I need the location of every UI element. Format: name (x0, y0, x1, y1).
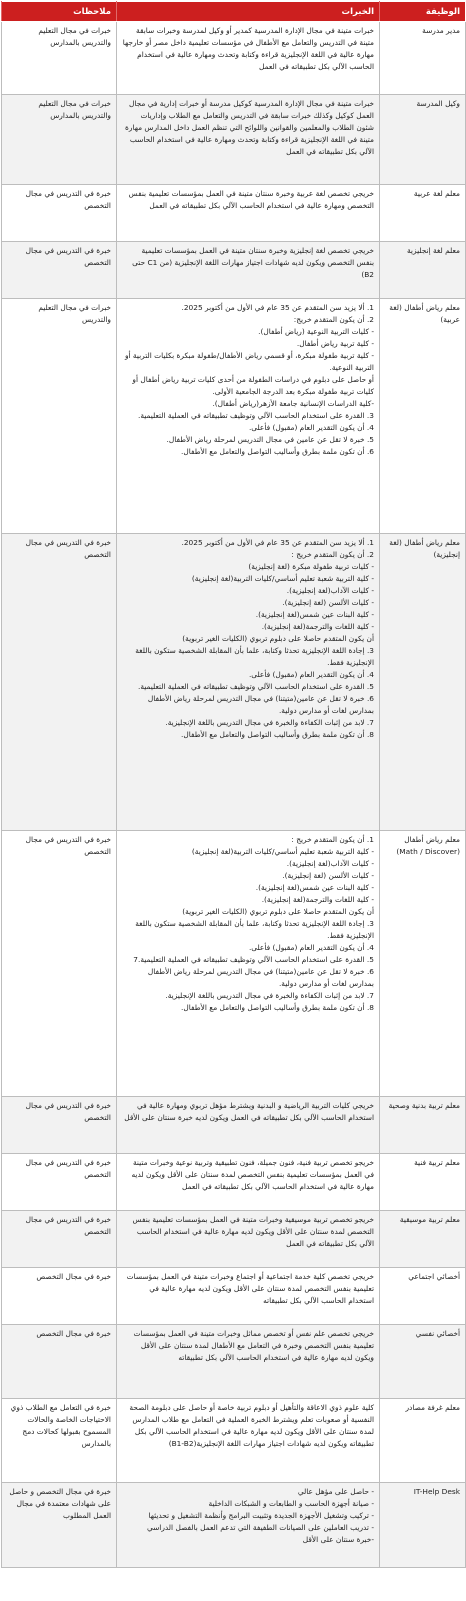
table-row (2, 1325, 466, 1399)
table-row (2, 1154, 466, 1211)
experience-line: 8. أن تكون ملمة بطرق وأساليب التواصل والتعامل مع الأطفال. (181, 730, 374, 739)
cell-experience (117, 1483, 380, 1568)
cell-notes: خبرة في التدريس في مجال التخصص (2, 242, 117, 299)
cell-notes: خبرة في التدريس في مجال التخصص (2, 1154, 117, 1211)
experience-line: 3. إجادة اللغة الإنجليزية تحدثا وكتابة، علما بأن المقابلة الشخصية ستكون باللغة الإنجليزية فقط. (135, 919, 374, 940)
table-body (2, 22, 466, 1568)
table-row (2, 299, 466, 534)
experience-line: كلية علوم ذوي الاعاقة والتأهيل أو دبلوم تربية خاصة أو حاصل على دبلومة الصحة النفسية أو صعوبات تعلم ويشترط الخبرة العملية في التعامل مع طلاب المدارس لمدة سنتان على الأقل ويكون لديه مهارة عالية في استخدام الحاسب الآلي بكل تطبيقاته ويكون لديه شهادات اجتياز مهارات اللغة الإنجليزية(B1-B2) (129, 1403, 374, 1448)
experience-line: -خبرة سنتان على الأقل (302, 1535, 374, 1544)
cell-job: معلم تربية بدنية وصحية (380, 1097, 466, 1154)
experience-line: - كلية التربية شعبة تعليم أساسي/كليات التربية(لغة إنجليزية) (191, 847, 374, 856)
cell-notes: خبرات في مجال التعليم والتدريس بالمدارس (2, 22, 117, 95)
cell-job: معلم غرفة مصادر (380, 1399, 466, 1483)
table-row (2, 1483, 466, 1568)
experience-line: 3. إجادة اللغة الإنجليزية تحدثا وكتابة، علما بأن المقابلة الشخصية ستكون باللغة الإنجليزية فقط. (135, 646, 374, 667)
cell-experience (117, 1154, 380, 1211)
experience-line: - كلية التربية شعبة تعليم أساسي/كليات التربية(لغة إنجليزية) (191, 574, 374, 583)
cell-job: أخصائي نفسي (380, 1325, 466, 1399)
experience-line: خريجي كليات التربية الرياضية و البدنية ويشترط مؤهل تربوي ومهارة عالية في استخدام الحاسب الآلي بكل تطبيقاته في العمل ويكون لديه خبرة سنتان على الأقل (124, 1101, 374, 1122)
experience-line: 5. القدرة على استخدام الحاسب الآلي وتوظيف تطبيقاته في العملية التعليمية. (137, 682, 374, 691)
experience-line: - كليات التربية النوعية (رياض أطفال). (258, 327, 374, 336)
experience-line: 6. خبرة لا تقل عن عامين(متيتنا) في مجال التدريس لمرحلة رياض الأطفال بمدارس لغات أو مدارس دولية. (147, 967, 374, 988)
cell-experience (117, 1325, 380, 1399)
experience-line: 7. لابد من إثبات الكفاءة والخبرة في مجال التدريس باللغة الإنجليزية. (165, 991, 374, 1000)
cell-notes: خبرة في التدريس في مجال التخصص (2, 185, 117, 242)
cell-notes: خبرات في مجال التعليم والتدريس بالمدارس (2, 95, 117, 185)
cell-job: معلم لغة إنجليزية (380, 242, 466, 299)
table-row (2, 1211, 466, 1268)
cell-job: معلم لغة عربية (380, 185, 466, 242)
experience-line: - كلية اللغات والترجمة(لغة إنجليزية). (261, 622, 374, 631)
experience-line: - كلية تربية رياض أطفال. (296, 339, 374, 348)
cell-experience (117, 95, 380, 185)
table-row (2, 1399, 466, 1483)
experience-line: خريجي تخصص كلية خدمة اجتماعية أو اجتماع وخبرات متينة في العمل بمؤسسات تعليمية بنفس التخصص لمدة سنتان على الأقل ويكون لديه مهارة عالية في استخدام الحاسب الآلي بكل تطبيقاته (126, 1272, 374, 1305)
experience-line: - تدريب العاملين على الصيانات الطفيفة التي تدعم العمل بالفصل الدراسي (146, 1523, 374, 1532)
experience-line: -كلية الدراسات الإنسانية جامعة الأزهر(رياض أطفال). (212, 399, 374, 408)
experience-line: 8. أن تكون ملمة بطرق وأساليب التواصل والتعامل مع الأطفال. (181, 1003, 374, 1012)
table-row (2, 831, 466, 1097)
cell-job: معلم تربية موسيقية (380, 1211, 466, 1268)
table-row (2, 534, 466, 831)
table-row (2, 1097, 466, 1154)
experience-line: - كليات الآداب(لغة إنجليزية). (286, 859, 374, 868)
cell-job: مدير مدرسة (380, 22, 466, 95)
table-row (2, 95, 466, 185)
jobs-table (1, 1, 466, 1568)
cell-job: أخصائي اجتماعي (380, 1268, 466, 1325)
page (1, 1, 465, 1568)
cell-notes: خبرة في التدريس في مجال التخصص (2, 1097, 117, 1154)
experience-line: - كليات الألسن (لغة إنجليزية). (282, 598, 374, 607)
cell-experience (117, 1399, 380, 1483)
experience-line: خريجي تخصص لغة عربية وخبرة سنتان متينة في العمل بمؤسسات تعليمية بنفس التخصص ومهارة عالية في استخدام الحاسب الآلي بكل تطبيقاته في العمل (128, 189, 374, 210)
experience-line: 1. ألا يزيد سن المتقدم عن 35 عام في الأول من أكتوبر 2025. (181, 303, 374, 312)
cell-experience (117, 22, 380, 95)
cell-job: وكيل المدرسة (380, 95, 466, 185)
cell-experience (117, 534, 380, 831)
experience-line: أن يكون المتقدم حاصلا على دبلوم تربوي (الكليات الغير تربوية) (182, 907, 374, 916)
cell-experience (117, 185, 380, 242)
experience-line: أو حاصل على دبلوم في دراسات الطفولة من أحدى كليات تربية رياض أطفال أو كليات تربية طفولة مبكرة بعد الدرجة الجامعية الأولى. (132, 375, 374, 396)
cell-experience (117, 1268, 380, 1325)
cell-job: معلم رياض أطفال (لغة عربية) (380, 299, 466, 534)
cell-experience (117, 831, 380, 1097)
experience-line: 2. أن يكون المتقدم خريج: (293, 315, 374, 324)
cell-job: معلم رياض أطفال (Math / Discover) (380, 831, 466, 1097)
cell-job: معلم رياض أطفال (لغة إنجليزية) (380, 534, 466, 831)
experience-line: - كلية البنات عين شمس(لغة إنجليزية). (255, 883, 374, 892)
experience-line: - كلية البنات عين شمس(لغة إنجليزية). (255, 610, 374, 619)
cell-job: IT-Help Desk (380, 1483, 466, 1568)
cell-notes: خبرة في التدريس في مجال التخصص (2, 831, 117, 1097)
experience-line: 4. أن يكون التقدير العام (مقبول) فأعلى. (248, 423, 374, 432)
experience-line: خريجي تخصص لغة إنجليزية وخبرة سنتان متينة في العمل بمؤسسات تعليمية بنفس التخصص ويكون لديه شهادات اجتياز مهارات اللغة الإنجليزية (من C1 حتى B2) (132, 246, 374, 279)
experience-line: 5. خبرة لا تقل عن عامين في مجال التدريس لمرحلة رياض الأطفال. (166, 435, 374, 444)
experience-line: 4. أن يكون التقدير العام (مقبول) فأعلى. (248, 670, 374, 679)
cell-notes: خبرة في التعامل مع الطلاب ذوي الاحتياجات الخاصة والحالات المسموح بقبولها كحالات دمج بالمدارس (2, 1399, 117, 1483)
table-row (2, 22, 466, 95)
experience-line: - كليات الألسن (لغة إنجليزية). (282, 871, 374, 880)
cell-notes: خبرة في مجال التخصص (2, 1325, 117, 1399)
experience-line: 6. خبرة لا تقل عن عامين(متيتنا) في مجال التدريس لمرحلة رياض الأطفال بمدارس لغات أو مدارس دولية. (147, 694, 374, 715)
experience-line: خريجو تخصص تربية فنية، فنون جميلة، فنون تطبيقية وتربية نوعية وخبرات متينة في العمل بمؤسسات تعليمية بنفس التخصص لمدة سنتان على الأقل ويكون لديه مهارة عالية في استخدام الحاسب الآلي بكل تطبيقاته في العمل (131, 1158, 374, 1191)
cell-notes: خبرة في التدريس في مجال التخصص (2, 534, 117, 831)
experience-line: 4. أن يكون التقدير العام (مقبول) فأعلى. (248, 943, 374, 952)
experience-line: 5. القدرة على استخدام الحاسب الآلي وتوظيف تطبيقاته في العملية التعليمية.7 (133, 955, 374, 964)
cell-experience (117, 1211, 380, 1268)
header-notes: ملاحظات (2, 2, 117, 22)
experience-line: خبرات متينة في مجال الإدارة المدرسية كمدير أو وكيل لمدرسة وخبرات سابقة متينة في التدريس والتعامل مع الأطفال في مؤسسات تعليمية داخل مصر أو خارجها مهارة عالية في اللغة الإنجليزية قراءة وكتابة وتحدث ومهارة عالية في استخدام الحاسب الآلي بكل تطبيقاته في العمل (122, 26, 374, 71)
header-experience: الخبرات (117, 2, 380, 22)
experience-line: - حاصل على مؤهل عالي (297, 1487, 374, 1496)
experience-line: خبرات متينة في مجال الإدارة المدرسية كوكيل مدرسة أو خبرات إدارية في مجال العمل كوكيل وكذلك خبرات سابقة في التدريس والتعامل مع الطلاب وإداريات شئون الطلاب والمعلمين والقوانين واللوائح التي تنظم العمل داخل المدارس مهارة متينة في اللغة الإنجليزية قراءة وكتابة وتحدث ومهارة عالية في استخدام الحاسب الآلي بكل تطبيقاته في العمل (125, 99, 374, 156)
table-header-row (2, 2, 466, 22)
experience-line: 1. ألا يزيد سن المتقدم عن 35 عام في الأول من أكتوبر 2025. (181, 538, 374, 547)
experience-line: - كلية اللغات والترجمة(لغة إنجليزية). (261, 895, 374, 904)
experience-line: 6. أن تكون ملمة بطرق وأساليب التواصل والتعامل مع الأطفال. (181, 447, 374, 456)
experience-line: 2. أن يكون المتقدم خريج : (291, 550, 374, 559)
experience-line: - كليات تربية طفولة مبكرة (لغة إنجليزية) (248, 562, 374, 571)
cell-experience (117, 299, 380, 534)
cell-notes: خبرة في التدريس في مجال التخصص (2, 1211, 117, 1268)
experience-line: خريجو تخصص تربية موسيقية وخبرات متينة في العمل بمؤسسات تعليمية بنفس التخصص لمدة سنتان على الأقل ويكون لديه مهارة عالية في استخدام الحاسب الآلي بكل تطبيقاته في العمل (132, 1215, 374, 1248)
header-job: الوظيفة (380, 2, 466, 22)
experience-line: 7. لابد من إثبات الكفاءة والخبرة في مجال التدريس باللغة الإنجليزية. (165, 718, 374, 727)
cell-job: معلم تربية فنية (380, 1154, 466, 1211)
cell-notes: خبرات في مجال التعليم والتدريس (2, 299, 117, 534)
experience-line: - صيانة أجهزة الحاسب و الطابعات و الشبكات الداخلية (208, 1499, 374, 1508)
experience-line: 3. القدرة على استخدام الحاسب الآلي وتوظيف تطبيقاته في العملية التعليمية. (137, 411, 374, 420)
table-row (2, 1268, 466, 1325)
experience-line: أن يكون المتقدم حاصلا على دبلوم تربوي (الكليات الغير تربوية) (182, 634, 374, 643)
table-row (2, 242, 466, 299)
experience-line: - تركيب وتشغيل الأجهزة الجديدة وتثبيت البرامج وأنظمة التشغيل و تحديثها (148, 1511, 374, 1520)
experience-line: - كلية تربية طفولة مبكرة، أو قسمي رياض الأطفال/طفولة مبكرة بكليات التربية أو التربية النوعية. (124, 351, 374, 372)
cell-experience (117, 1097, 380, 1154)
table-row (2, 185, 466, 242)
cell-notes: خبرة في مجال التخصص (2, 1268, 117, 1325)
experience-line: - كليات الآداب(لغة إنجليزية). (286, 586, 374, 595)
cell-notes: خبرة في مجال التخصص و حاصل على شهادات معتمدة في مجال العمل المطلوب (2, 1483, 117, 1568)
experience-line: خريجي تخصص علم نفس أو تخصص مماثل وخبرات متينة في العمل بمؤسسات تعليمية بنفس التخصص وخبرة في التعامل مع الأطفال لمدة سنتان على الأقل ويكون لديه مهارة عالية في استخدام الحاسب الآلي بكل تطبيقاته (133, 1329, 374, 1362)
experience-line: 1. أن يكون المتقدم خريج : (291, 835, 374, 844)
cell-experience (117, 242, 380, 299)
